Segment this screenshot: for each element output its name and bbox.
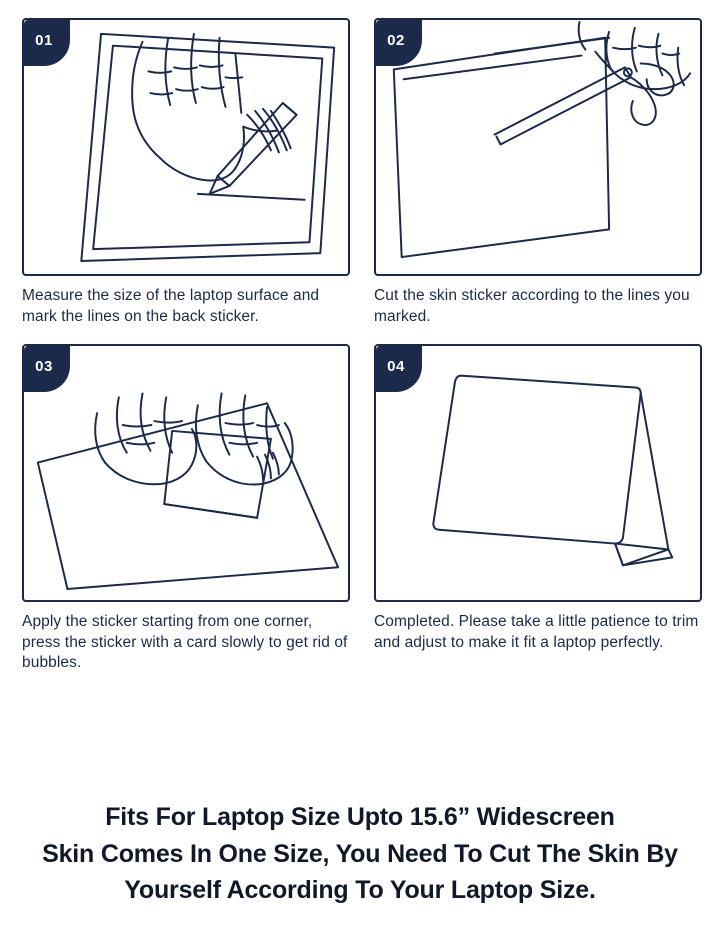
footer-line-2: Skin Comes In One Size, You Need To Cut The Skin By xyxy=(42,839,678,868)
scissors-cutting-icon xyxy=(376,20,700,275)
footer-note xyxy=(0,799,720,908)
step-illustration-panel-02 xyxy=(374,18,702,276)
laptop-icon xyxy=(376,346,700,601)
step-number-badge-03: 03 xyxy=(24,346,70,392)
step-illustration-panel-04 xyxy=(374,344,702,602)
step-number-badge-01: 01 xyxy=(24,20,70,66)
steps-grid xyxy=(22,18,698,686)
step-number-badge-02: 02 xyxy=(376,20,422,66)
step-card-03 xyxy=(22,344,350,686)
footer-line-1: Fits For Laptop Size Upto 15.6” Widescreen xyxy=(105,803,615,832)
step-illustration-panel-03 xyxy=(22,344,350,602)
step-card-01 xyxy=(22,18,350,338)
step-illustration-panel-01 xyxy=(22,18,350,276)
footer-line-3: Yourself According To Your Laptop Size. xyxy=(124,875,596,904)
step-caption-01: Measure the size of the laptop surface and mark the lines on the back sticker. xyxy=(22,287,320,325)
step-card-02 xyxy=(374,18,702,338)
step-caption-02: Cut the skin sticker according to the lines you marked. xyxy=(374,287,690,325)
hand-drawing-icon xyxy=(24,20,348,275)
step-number-badge-04: 04 xyxy=(376,346,422,392)
hands-pressing-card-icon xyxy=(24,346,348,601)
step-caption-03: Apply the sticker starting from one corner, press the sticker with a card slowly to get rid of bubbles. xyxy=(22,613,348,672)
step-caption-04: Completed. Please take a little patience to trim and adjust to make it fit a laptop perfectly. xyxy=(374,613,699,651)
step-card-04 xyxy=(374,344,702,686)
